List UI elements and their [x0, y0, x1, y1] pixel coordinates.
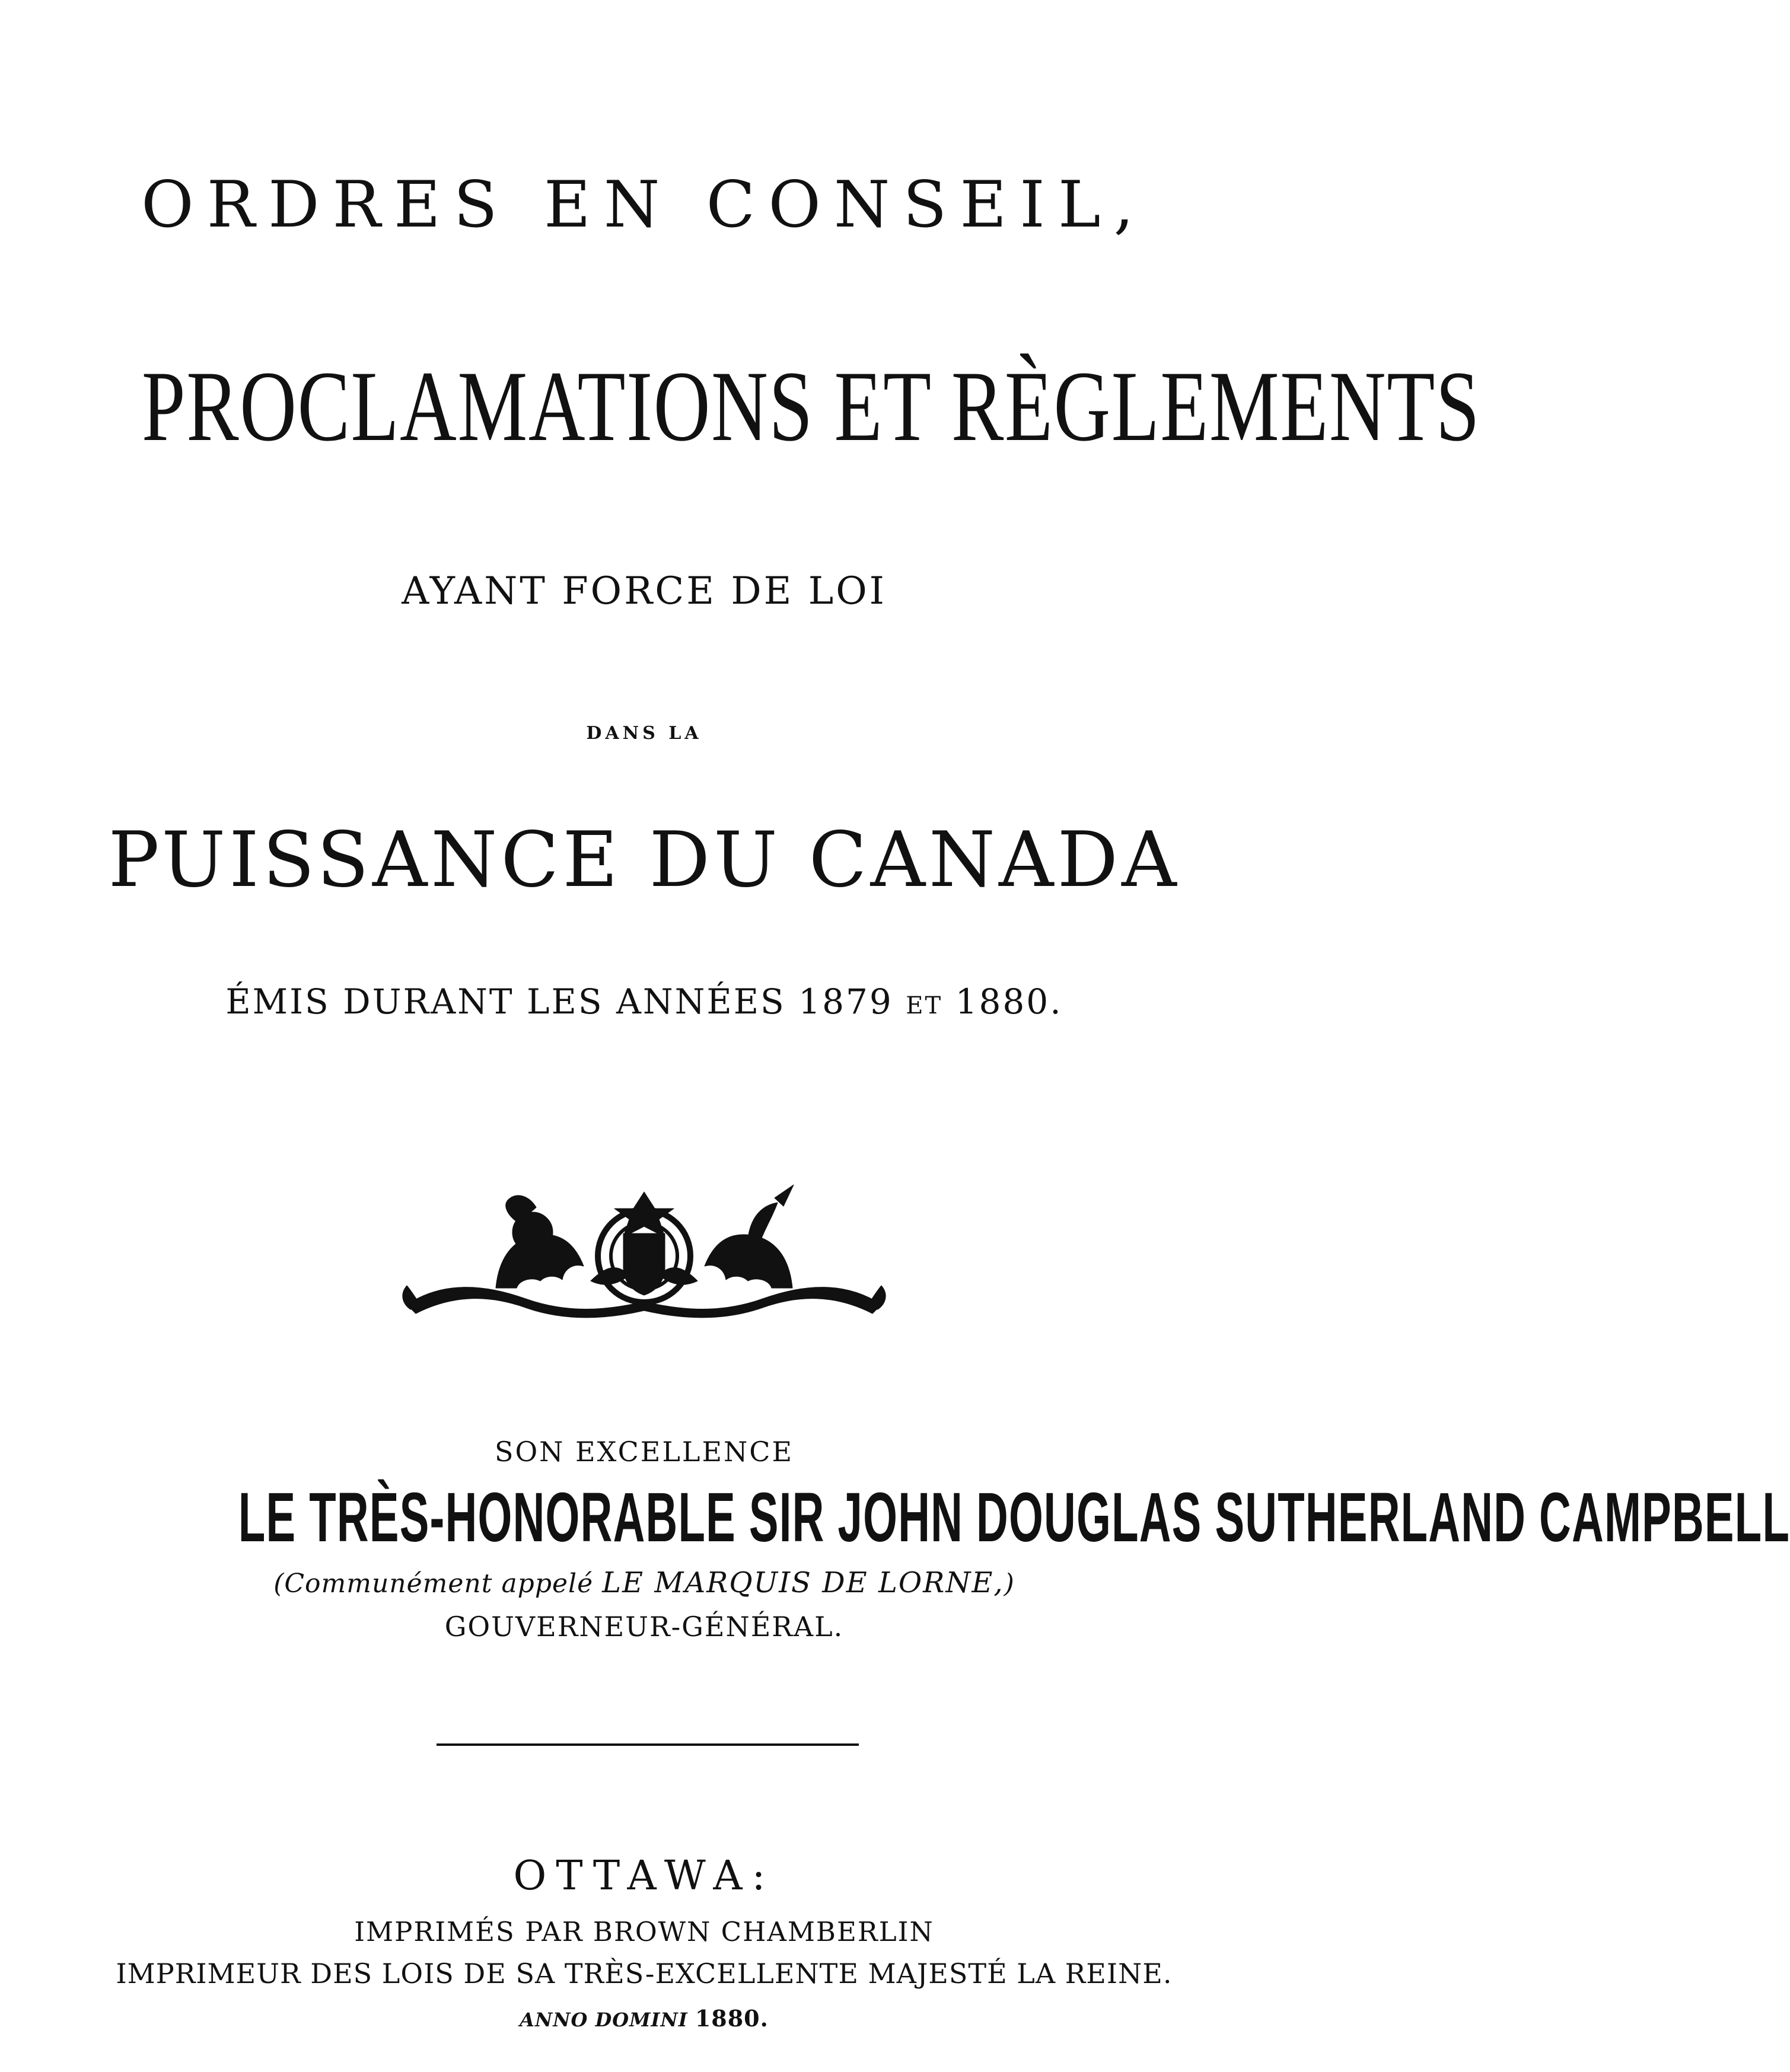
imprint-year: 1880. — [695, 2005, 769, 2032]
imprint-printer-title: IMPRIMEUR DES LOIS DE SA TRÈS-EXCELLENTE MAJESTÉ LA REINE. — [116, 1958, 1173, 1990]
alias-prefix: (Communément appelé — [273, 1569, 603, 1599]
imprint-year-prefix: ANNO DOMINI — [520, 2009, 688, 2031]
official-alias — [0, 1566, 1288, 1599]
year-end-text: 1880. — [955, 981, 1063, 1022]
official-title: GOUVERNEUR-GÉNÉRAL. — [444, 1611, 844, 1643]
imprint-printer: IMPRIMÉS PAR BROWN CHAMBERLIN — [354, 1916, 934, 1947]
title-line-2: PROCLAMATIONS ET RÈGLEMENTS — [141, 350, 1481, 462]
title-line-4: DANS LA — [586, 723, 702, 744]
title-line-3: AYANT FORCE DE LOI — [402, 569, 887, 613]
official-name: LE TRÈS-HONORABLE SIR JOHN DOUGLAS SUTHERLAND CAMPBELL — [238, 1478, 1790, 1557]
imprint-city: OTTAWA: — [513, 1853, 775, 1899]
divider-rule — [437, 1743, 859, 1746]
imprint-year-line — [0, 2007, 1288, 2030]
alias-name: LE MARQUIS DE LORNE, — [602, 1566, 1004, 1599]
alias-suffix: ) — [1004, 1569, 1015, 1599]
title-line-6 — [0, 981, 1288, 1022]
title-line-1: ORDRES EN CONSEIL, — [141, 168, 1147, 242]
years-text: ÉMIS DURANT LES ANNÉES 1879 — [225, 981, 893, 1022]
coat-of-arms-icon — [395, 1180, 893, 1327]
and-text: ET — [906, 992, 943, 1019]
title-line-5: PUISSANCE DU CANADA — [108, 816, 1180, 904]
official-honorific: SON EXCELLENCE — [494, 1436, 794, 1468]
